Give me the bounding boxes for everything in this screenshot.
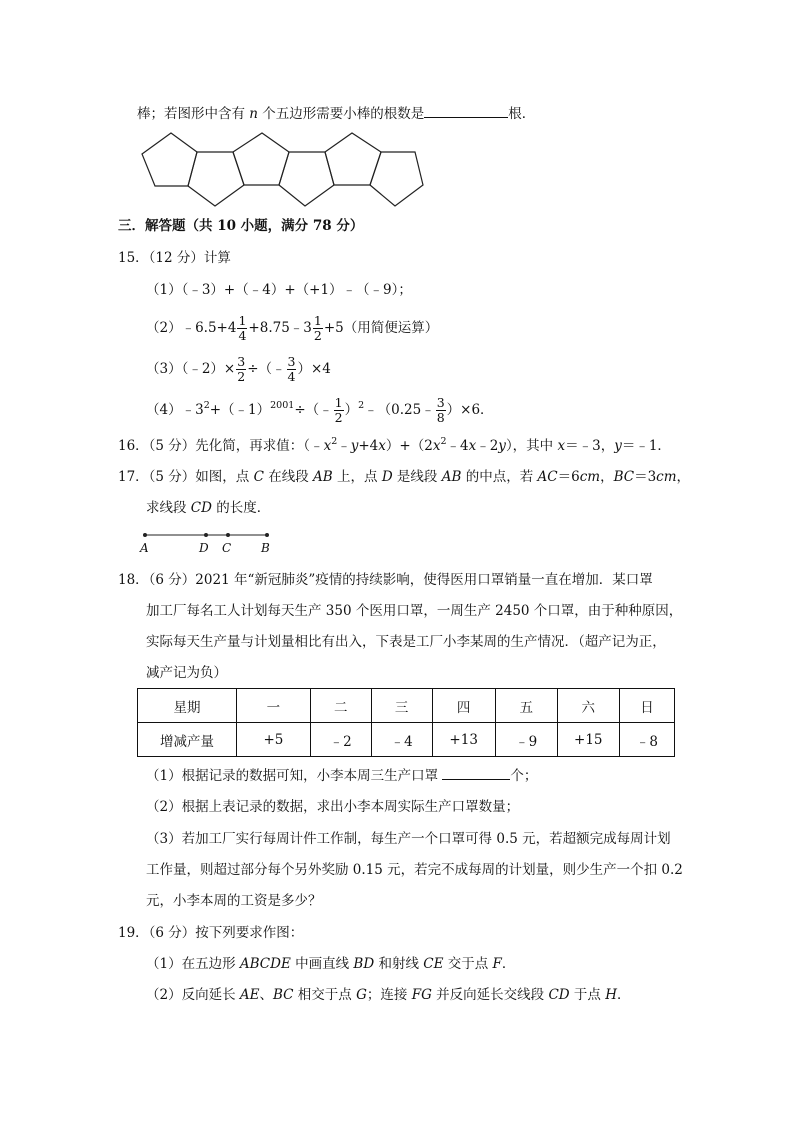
q18-sub3-b: 工作量，则超过部分每个另外奖励 0.15 元，若完不成每周的计划量，则少生产一个扣 0.2: [146, 862, 683, 878]
table-header-row: [138, 689, 675, 723]
point-c: [226, 533, 230, 537]
point-a: [143, 533, 147, 537]
q18-sub1: （1）根据记录的数据可知，小李本周三生产口罩 个；: [146, 765, 537, 786]
q16-text: 16．（5 分）先化简，再求值：$(﹣x^2﹣y+4x)+(2x^2﹣4x﹣2y)$，其中 x＝﹣3，y＝﹣1．: [118, 436, 671, 454]
q14-text: 棒；若图形中含有 n 个五边形需要小棒的根数是 根．: [137, 103, 535, 124]
fraction: $\frac{3}{2}$: [237, 354, 246, 384]
table-cell: 三: [371, 689, 432, 723]
section-title: 三．解答题（共 10 小题，满分 78 分）: [118, 218, 364, 234]
table-row: [138, 723, 675, 757]
table-cell: ﹣9: [495, 723, 557, 757]
answer-blank[interactable]: [424, 103, 508, 118]
table-cell: 二: [310, 689, 371, 723]
point-b: [265, 533, 269, 537]
table-cell: +13: [432, 723, 495, 757]
q15-part2: （2）﹣6.5+4 $\frac{1}{4}$ +8.75﹣3 $\frac{1}{2}$ +5（用简便运算）: [146, 313, 439, 343]
q15-part1: （1）（﹣3）+（﹣4）+（+1）﹣（﹣9）；: [146, 282, 412, 298]
table-cell: 增减产量: [138, 723, 237, 757]
pentagon-chain-figure: [138, 128, 428, 212]
answer-blank[interactable]: [442, 765, 510, 780]
label-c: C: [222, 541, 232, 555]
fraction: $\frac{3}{4}$: [287, 354, 296, 384]
q15-head: 15．（12 分）计算: [118, 250, 231, 266]
table-cell: 一: [237, 689, 311, 723]
table-cell: +5: [237, 723, 311, 757]
fraction: $\frac{1}{4}$: [238, 313, 247, 343]
q18-line4: 减产记为负）: [146, 665, 227, 681]
pentagon-6: [370, 152, 423, 206]
pentagon-1: [142, 133, 197, 186]
pentagon-4: [279, 152, 334, 206]
label-d: D: [199, 541, 209, 555]
fraction: $\frac{3}{8}$: [436, 395, 445, 425]
table-cell: ﹣2: [310, 723, 371, 757]
q18-sub2: （2）根据上表记录的数据，求出小李本周实际生产口罩数量；: [146, 799, 520, 815]
q18-line1: 18．（6 分）2021 年“新冠肺炎”疫情的持续影响，使得医用口罩销量一直在增加．某口罩: [118, 572, 653, 588]
table-cell: 星期: [138, 689, 237, 723]
table-cell: ﹣4: [371, 723, 432, 757]
q19-sub1: （1）在五边形 ABCDE 中画直线 BD 和射线 CE 交于点 F．: [146, 956, 516, 972]
point-d: [204, 533, 208, 537]
table-cell: ﹣8: [619, 723, 674, 757]
q15-part3: （3）（﹣2）× $\frac{3}{2}$ ÷（﹣ $\frac{3}{4}$ ）×4: [146, 354, 331, 384]
fraction: $\frac{1}{2}$: [334, 395, 343, 425]
table-cell: 六: [557, 689, 619, 723]
label-b: B: [261, 541, 270, 555]
q19-sub2: （2）反向延长 AE、BC 相交于点 G；连接 FG 并反向延长交线段 CD 于点 H．: [146, 987, 631, 1003]
production-table: [137, 688, 675, 757]
q18-line3: 实际每天生产量与计划量相比有出入，下表是工厂小李某周的生产情况．（超产记为正，: [146, 634, 666, 650]
q18-sub3-a: （3）若加工厂实行每周计件工作制，每生产一个口罩可得 0.5 元，若超额完成每周计划: [146, 831, 671, 847]
q19-head: 19．（6 分）按下列要求作图：: [118, 925, 304, 941]
q18-sub3-c: 元，小李本周的工资是多少？: [146, 893, 322, 909]
label-a: A: [140, 541, 149, 555]
q18-line2: 加工厂每名工人计划每天生产 350 个医用口罩，一周生产 2450 个口罩，由于种种原因，: [146, 603, 683, 619]
q17-line2: 求线段 CD 的长度．: [146, 500, 271, 516]
table-cell: 四: [432, 689, 495, 723]
table-cell: +15: [557, 723, 619, 757]
fraction: $\frac{1}{2}$: [313, 313, 322, 343]
segment-figure: [136, 528, 286, 556]
q15-part4: $(4)﹣3^2+(﹣1)^{2001}\div(﹣$ $\frac{1}{2}$ ）$^2$﹣（0.25﹣ $\frac{3}{8}$ ）×6．: [146, 395, 494, 425]
table-cell: 五: [495, 689, 557, 723]
pentagon-3: [233, 133, 289, 185]
q17-line1: 17．（5 分）如图，点 C 在线段 AB 上，点 D 是线段 AB 的中点，若 AC＝6cm，BC＝3cm，: [118, 469, 691, 485]
table-cell: 日: [619, 689, 674, 723]
